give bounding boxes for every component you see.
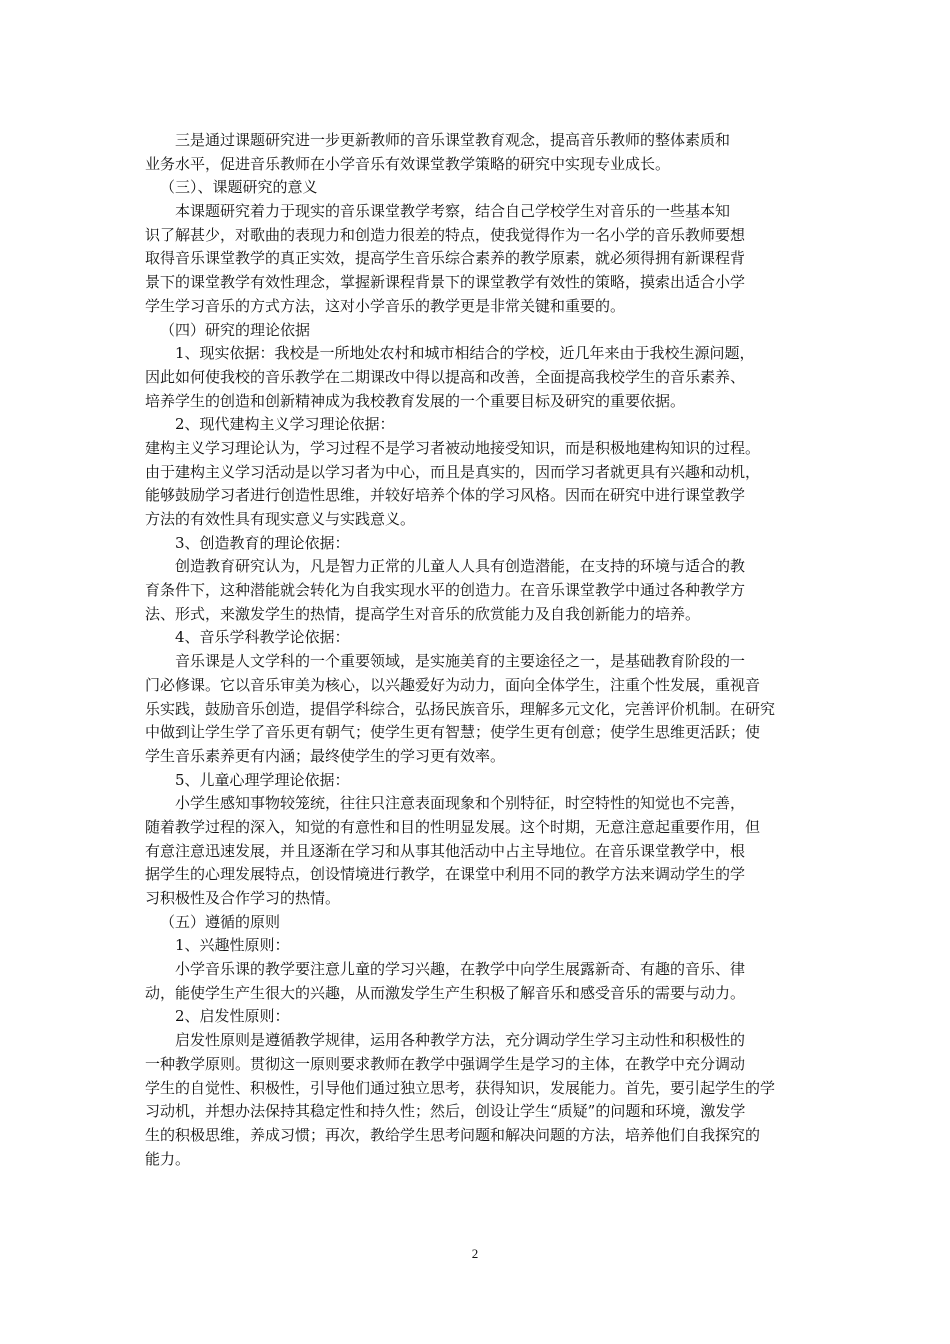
text-line: 业务水平，促进音乐教师在小学音乐有效课堂教学策略的研究中实现专业成长。 (145, 154, 671, 173)
text-line: 动，能使学生产生很大的兴趣，从而激发学生产生积极了解音乐和感受音乐的需要与动力。 (145, 983, 746, 1002)
text-line: 生的积极思维，养成习惯；再次，教给学生思考问题和解决问题的方法，培养他们自我探究的 (145, 1125, 761, 1144)
text-line: 门必修课。它以音乐审美为核心，以兴趣爱好为动力，面向全体学生，注重个性发展，重视音 (145, 675, 761, 694)
text-line: 能够鼓励学习者进行创造性思维，并较好培养个体的学习风格。因而在研究中进行课堂教学 (145, 486, 746, 505)
text-line: 5、儿童心理学理论依据： (175, 770, 350, 789)
text-line: 乐实践，鼓励音乐创造，提倡学科综合，弘扬民族音乐，理解多元文化，完善评价机制。在研究 (145, 699, 776, 718)
page-number: 2 (471, 1246, 479, 1261)
text-line: 学生的自觉性、积极性，引导他们通过独立思考，获得知识，发展能力。首先，要引起学生的学 (145, 1078, 776, 1097)
document-body (145, 129, 820, 1171)
text-line: （五）遵循的原则 (160, 912, 281, 931)
text-line: 2、启发性原则： (175, 1007, 290, 1026)
text-line: 习积极性及合作学习的热情。 (145, 889, 341, 907)
text-line: 由于建构主义学习活动是以学习者为中心，而且是真实的，因而学习者就更具有兴趣和动机， (145, 462, 761, 481)
text-line: 随着教学过程的深入，知觉的有意性和目的性明显发展。这个时期，无意注意起重要作用，但 (145, 817, 761, 836)
text-line: 1、兴趣性原则： (175, 936, 290, 955)
text-line: 创造教育研究认为，凡是智力正常的儿童人人具有创造潜能，在支持的环境与适合的教 (175, 557, 746, 576)
text-line: （四）研究的理论依据 (160, 320, 311, 339)
text-line: 识了解甚少，对歌曲的表现力和创造力很差的特点，使我觉得作为一名小学的音乐教师要想 (145, 225, 746, 244)
text-line: 有意注意迅速发展，并且逐渐在学习和从事其他活动中占主导地位。在音乐课堂教学中，根 (145, 841, 746, 860)
text-line: 方法的有效性具有现实意义与实践意义。 (145, 510, 416, 528)
text-line: 因此如何使我校的音乐教学在二期课改中得以提高和改善，全面提高我校学生的音乐素养、 (145, 367, 746, 386)
text-line: 能力。 (145, 1149, 191, 1168)
text-line: 学生学习音乐的方式方法，这对小学音乐的教学更是非常关键和重要的。 (145, 296, 626, 315)
text-line: 育条件下，这种潜能就会转化为自我实现水平的创造力。在音乐课堂教学中通过各种教学方 (145, 581, 746, 600)
text-line: 据学生的心理发展特点，创设情境进行教学，在课堂中利用不同的教学方法来调动学生的学 (145, 865, 746, 884)
text-line: 取得音乐课堂教学的真正实效，提高学生音乐综合素养的教学原素，就必须得拥有新课程背 (145, 249, 746, 268)
text-line: 一种教学原则。贯彻这一原则要求教师在教学中强调学生是学习的主体，在教学中充分调动 (145, 1054, 746, 1073)
text-line: 法、形式，来激发学生的热情，提高学生对音乐的欣赏能力及自我创新能力的培养。 (145, 604, 701, 623)
text-line: 4、音乐学科教学论依据： (175, 628, 350, 647)
text-line: 3、创造教育的理论依据： (175, 533, 350, 552)
text-line: 启发性原则是遵循教学规律，运用各种教学方法，充分调动学生学习主动性和积极性的 (175, 1031, 746, 1050)
text-line: 1、现实依据：我校是一所地处农村和城市相结合的学校，近几年来由于我校生源问题， (175, 344, 755, 363)
text-line: 景下的课堂教学有效性理念，掌握新课程背景下的课堂教学有效性的策略，摸索出适合小学 (145, 273, 746, 292)
text-line: （三）、课题研究的意义 (160, 178, 318, 197)
text-line: 三是通过课题研究进一步更新教师的音乐课堂教育观念，提高音乐教师的整体素质和 (175, 131, 731, 149)
text-line: 2、现代建构主义学习理论依据： (175, 415, 395, 434)
text-line: 中做到让学生学了音乐更有朝气；使学生更有智慧；使学生更有创意；使学生思维更活跃；使 (145, 723, 761, 742)
text-line: 培养学生的创造和创新精神成为我校教育发展的一个重要目标及研究的重要依据。 (145, 391, 686, 410)
text-line: 学生音乐素养更有内涵；最终使学生的学习更有效率。 (145, 746, 506, 765)
text-line: 小学生感知事物较笼统，往往只注意表面现象和个别特征，时空特性的知觉也不完善， (175, 794, 746, 813)
text-line: 本课题研究着力于现实的音乐课堂教学考察，结合自己学校学生对音乐的一些基本知 (175, 202, 731, 221)
text-line: 习动机，并想办法保持其稳定性和持久性；然后，创设让学生“质疑”的问题和环境，激发学 (145, 1102, 746, 1121)
text-line: 小学音乐课的教学要注意儿童的学习兴趣，在教学中向学生展露新奇、有趣的音乐、律 (175, 960, 746, 979)
text-line: 建构主义学习理论认为，学习过程不是学习者被动地接受知识，而是积极地建构知识的过程。 (145, 438, 761, 457)
text-line: 音乐课是人文学科的一个重要领域，是实施美育的主要途径之一，是基础教育阶段的一 (175, 652, 746, 671)
